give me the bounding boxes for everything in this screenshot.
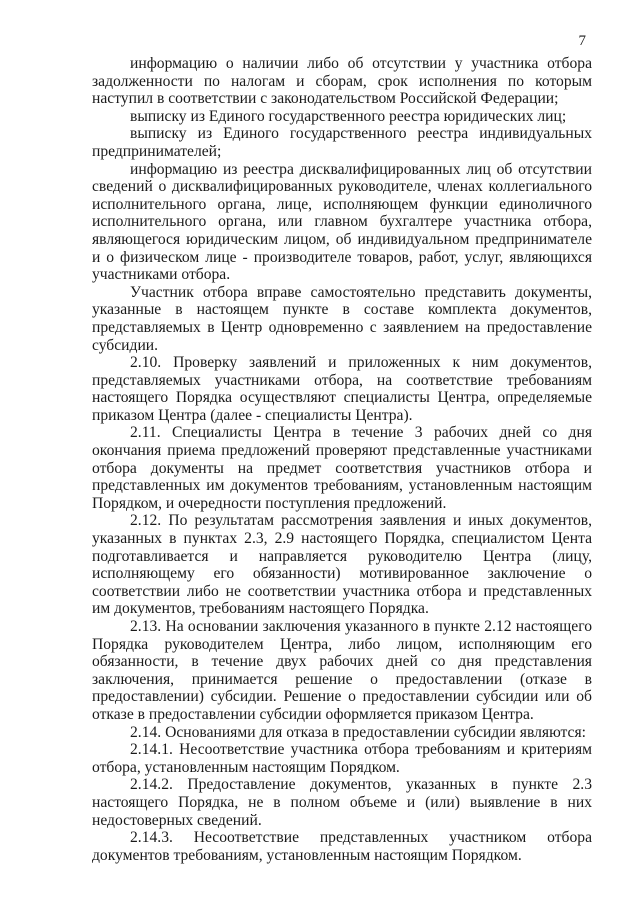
paragraph-2-14-2: 2.14.2. Предоставление документов, указанных в пункте 2.3 настоящего Порядка, не в полном объеме и (или) выявление в них недостоверных сведений. [92,776,592,829]
paragraph-2-14-1: 2.14.1. Несоответствие участника отбора требованиям и критериям отбора, установленным настоящим Порядком. [92,741,592,776]
paragraph-2-14-3: 2.14.3. Несоответствие представленных участником отбора документов требованиям, установленным настоящим Порядком. [92,829,592,864]
paragraph-own-documents: Участник отбора вправе самостоятельно представить документы, указанные в настоящем пункте в составе комплекта документов, представляемых в Центр одновременно с заявлением на предоставление субсидии. [92,283,592,354]
paragraph-2-10: 2.10. Проверку заявлений и приложенных к ним документов, представляемых участниками отбора, на соответствие требованиям настоящего Порядка осуществляют специалисты Центра, определяемые приказом Центра (далее - специалисты Центра). [92,354,592,424]
paragraph-2-14: 2.14. Основаниями для отказа в предоставлении субсидии являются: [130,723,586,741]
paragraph-entrepreneurs-extract: выписку из Единого государственного реестра индивидуальных предпринимателей; [92,125,592,160]
paragraph-2-13: 2.13. На основании заключения указанного в пункте 2.12 настоящего Порядка руководителем Центра, либо лицом, исполняющим его обязанности, в течение двух рабочих дней со дня представления заключения, принимается решение о предоставлении (отказе в предоставлении) субсидии. Решение о предоставлении субсидии или об отказе в предоставлении субсидии оформляется приказом Центра. [92,618,592,723]
paragraph-legal-entities-extract: выписку из Единого государственного реестра юридических лиц; [130,107,567,125]
paragraph-2-11: 2.11. Специалисты Центра в течение 3 рабочих дней со дня окончания приема предложений проверяют представленные участниками отбора документы на предмет соответствия участников отбора и представленных им документов требованиям, установленным настоящим Порядком, и очередности поступления предложений. [92,424,592,512]
paragraph-2-12: 2.12. По результатам рассмотрения заявления и иных документов, указанных в пунктах 2.3, 2.9 настоящего Порядка, специалистом Цента подготавливается и направляется руководителю Центра (лицу, исполняющему его обязанности) мотивированное заключение о соответствии либо не соответствии участника отбора и представленных им документов, требованиям настоящего Порядка. [92,512,592,618]
paragraph-disqualified-registry: информацию из реестра дисквалифицированных лиц об отсутствии сведений о дисквалифицированных руководителе, членах коллегиального исполнительного органа, лице, исполняющем функции единоличного исполнительного органа, или главном бухгалтере участника отбора, являющегося юридическим лицом, об индивидуальном предпринимателе и о физическом лице - производителе товаров, работ, услуг, являющихся участниками отбора. [92,160,592,284]
paragraph-tax-debt-info: информацию о наличии либо об отсутствии у участника отбора задолженности по налогам и сборам, срок исполнения по которым наступил в соответствии с законодательством Российской Федерации; [92,55,592,108]
page-number: 7 [578,33,586,49]
